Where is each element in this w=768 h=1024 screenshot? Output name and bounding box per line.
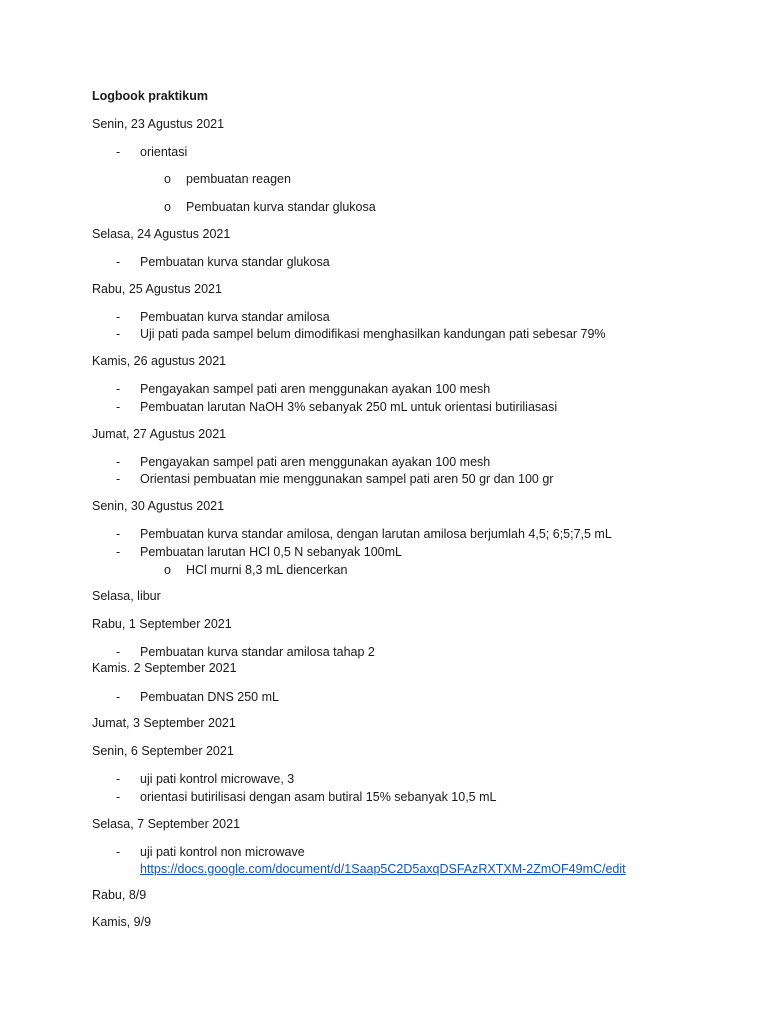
dash-bullet: -: [116, 145, 121, 159]
entry-date: Senin, 23 Agustus 2021: [92, 117, 225, 131]
list-item: Pembuatan larutan NaOH 3% sebanyak 250 mL untuk orientasi butiriliasasi: [140, 400, 558, 414]
entry-date: Kamis. 2 September 2021: [92, 661, 237, 675]
dash-bullet: -: [116, 472, 121, 486]
entry-date: Senin, 6 September 2021: [92, 744, 234, 758]
dash-bullet: -: [116, 645, 121, 659]
entry-date: Rabu, 25 Agustus 2021: [92, 282, 222, 296]
list-item: Pengayakan sampel pati aren menggunakan ayakan 100 mesh: [140, 455, 491, 469]
entry-date: Jumat, 27 Agustus 2021: [92, 427, 227, 441]
list-item: Pembuatan kurva standar amilosa, dengan larutan amilosa berjumlah 4,5; 6;5;7,5 mL: [140, 527, 612, 541]
list-item: uji pati kontrol non microwave: [140, 845, 305, 859]
entry-date: Selasa, 24 Agustus 2021: [92, 227, 231, 241]
dash-bullet: -: [116, 455, 121, 469]
list-item: Pembuatan larutan HCl 0,5 N sebanyak 100mL: [140, 545, 402, 559]
dash-bullet: -: [116, 690, 121, 704]
list-item: orientasi: [140, 145, 188, 159]
document-title: Logbook praktikum: [92, 89, 208, 103]
dash-bullet: -: [116, 545, 121, 559]
dash-bullet: -: [116, 845, 121, 859]
entry-date: Selasa, libur: [92, 589, 161, 603]
list-item: orientasi butirilisasi dengan asam butiral 15% sebanyak 10,5 mL: [140, 790, 497, 804]
dash-bullet: -: [116, 527, 121, 541]
list-item: uji pati kontrol microwave, 3: [140, 772, 295, 786]
list-item: Pembuatan DNS 250 mL: [140, 690, 279, 704]
dash-bullet: -: [116, 790, 121, 804]
list-item: Pembuatan kurva standar amilosa tahap 2: [140, 645, 375, 659]
list-item: Pembuatan kurva standar glukosa: [140, 255, 330, 269]
list-item: Pembuatan kurva standar amilosa: [140, 310, 330, 324]
entry-date: Kamis, 9/9: [92, 915, 152, 929]
list-item: Orientasi pembuatan mie menggunakan sampel pati aren 50 gr dan 100 gr: [140, 472, 554, 486]
list-item: Pengayakan sampel pati aren menggunakan ayakan 100 mesh: [140, 382, 491, 396]
dash-bullet: -: [116, 255, 121, 269]
circle-bullet: o: [164, 563, 171, 577]
circle-bullet: o: [164, 172, 171, 186]
entry-date: Selasa, 7 September 2021: [92, 817, 241, 831]
entry-date: Senin, 30 Agustus 2021: [92, 499, 225, 513]
entry-date: Kamis, 26 agustus 2021: [92, 354, 227, 368]
entry-date: Rabu, 1 September 2021: [92, 617, 232, 631]
document-link[interactable]: https://docs.google.com/document/d/1Saap5C2D5axqDSFAzRXTXM-2ZmOF49mC/edit: [140, 862, 626, 876]
list-item: pembuatan reagen: [186, 172, 291, 186]
list-item: HCl murni 8,3 mL diencerkan: [186, 563, 348, 577]
list-item: Pembuatan kurva standar glukosa: [186, 200, 376, 214]
dash-bullet: -: [116, 310, 121, 324]
dash-bullet: -: [116, 400, 121, 414]
list-item: Uji pati pada sampel belum dimodifikasi menghasilkan kandungan pati sebesar 79%: [140, 327, 606, 341]
dash-bullet: -: [116, 382, 121, 396]
entry-date: Jumat, 3 September 2021: [92, 716, 236, 730]
circle-bullet: o: [164, 200, 171, 214]
dash-bullet: -: [116, 772, 121, 786]
dash-bullet: -: [116, 327, 121, 341]
entry-date: Rabu, 8/9: [92, 888, 147, 902]
